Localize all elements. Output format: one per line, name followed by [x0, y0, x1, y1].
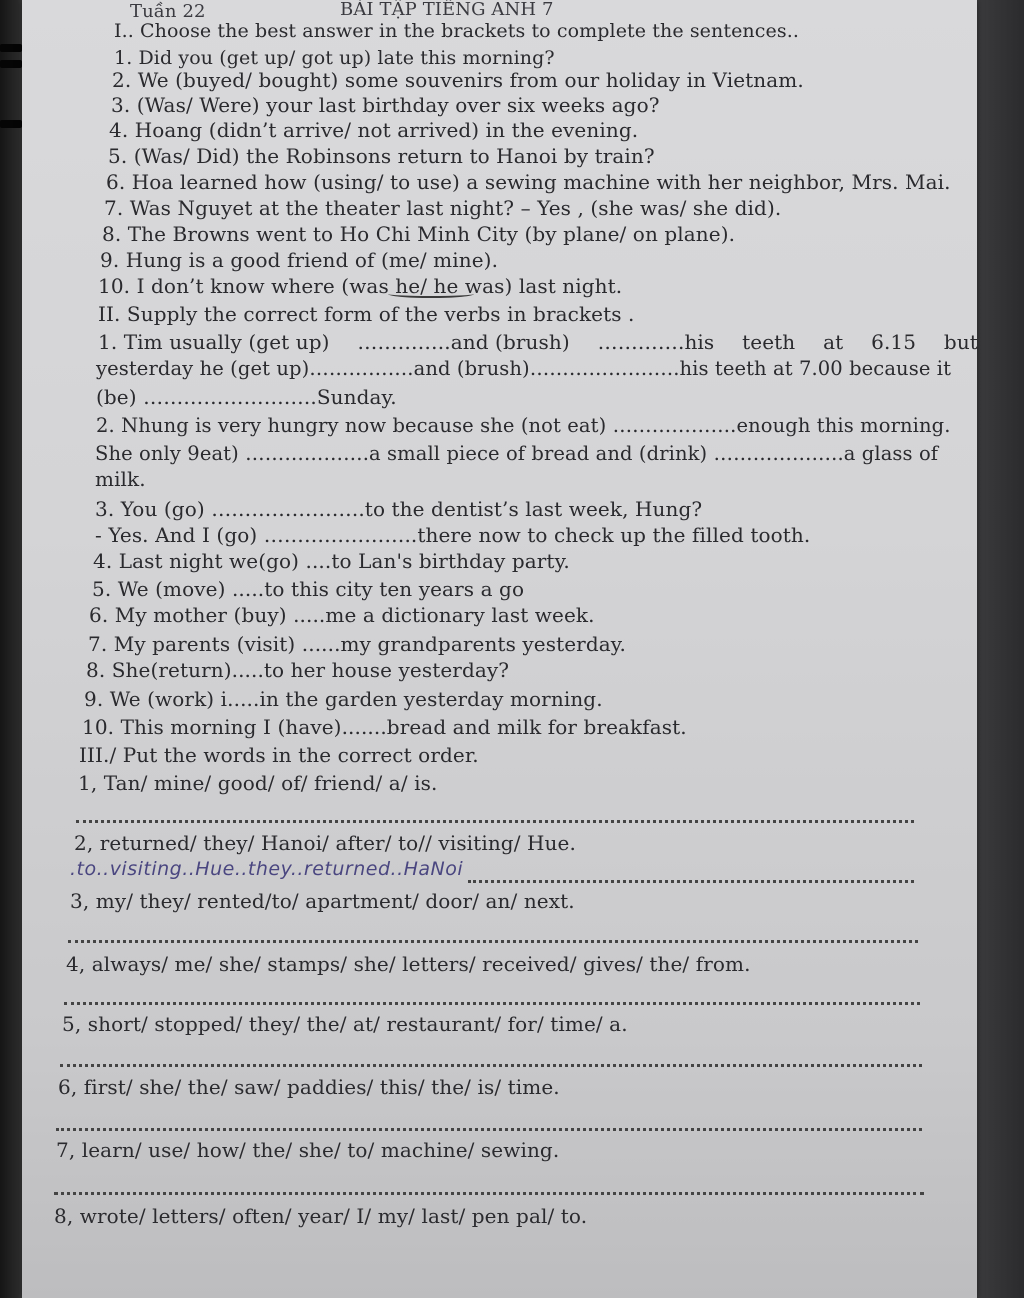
answer-line	[56, 1128, 922, 1131]
section2-item: 10. This morning I (have).......bread and milk for breakfast.	[82, 715, 687, 739]
section3-item: 5, short/ stopped/ they/ the/ at/ restaurant/ for/ time/ a.	[62, 1012, 628, 1036]
section2-item: 8. She(return).....to her house yesterday?	[86, 658, 510, 682]
section1-item: 2. We (buyed/ bought) some souvenirs from our holiday in Vietnam.	[112, 68, 804, 92]
text-segment: 6.15	[871, 330, 917, 354]
answer-line	[54, 1192, 924, 1195]
handwritten-answer: .to..visiting..Hue..they..returned..HaNoi	[70, 858, 464, 880]
worksheet-title: BÀI TẬP TIẾNG ANH 7	[340, 0, 554, 20]
worksheet-paper	[22, 0, 977, 1298]
answer-line	[76, 820, 914, 823]
binder-mark	[0, 120, 22, 128]
section3-item: 1, Tan/ mine/ good/ of/ friend/ a/ is.	[78, 771, 438, 795]
section1-item: 7. Was Nguyet at the theater last night? – Yes , (she was/ she did).	[104, 196, 782, 220]
binder-mark	[0, 60, 22, 68]
text-segment: teeth	[742, 330, 796, 354]
section1-item: 10. I don’t know where (was he/ he was) last night.	[98, 274, 623, 298]
section2-heading: II. Supply the correct form of the verbs in brackets .	[98, 302, 635, 326]
section1-item: 6. Hoa learned how (using/ to use) a sewing machine with her neighbor, Mrs. Mai.	[106, 170, 951, 194]
section3-item: 4, always/ me/ she/ stamps/ she/ letters/ received/ gives/ the/ from.	[66, 952, 751, 976]
section1-item: 8. The Browns went to Ho Chi Minh City (by plane/ on plane).	[102, 222, 736, 246]
background-edge	[977, 0, 1024, 1298]
section2-item: 7. My parents (visit) ......my grandparents yesterday.	[88, 632, 626, 656]
week-label: Tuần 22	[130, 1, 206, 22]
text-segment: but	[943, 330, 978, 354]
pen-underline	[388, 290, 474, 298]
text-segment: at	[823, 330, 844, 354]
section2-item2-line2: She only 9eat) ……………….a small piece of bread and (drink) ………………..a glass of	[95, 442, 939, 465]
answer-line	[64, 1002, 920, 1005]
binder-mark	[0, 44, 22, 52]
section3-heading: III./ Put the words in the correct order.	[79, 743, 479, 767]
text-segment: ………….his	[597, 330, 715, 354]
text-segment: 1. Tim usually (get up)	[98, 330, 330, 354]
answer-line	[60, 1064, 922, 1067]
section3-item: 7, learn/ use/ how/ the/ she/ to/ machine/ sewing.	[56, 1138, 560, 1162]
section1-item: 4. Hoang (didn’t arrive/ not arrived) in the evening.	[109, 118, 639, 142]
section2-item1-line1	[98, 330, 978, 354]
section2-item3-line1: 3. You (go) …………………..to the dentist’s last week, Hung?	[95, 497, 703, 521]
section3-item: 2, returned/ they/ Hanoi/ after/ to// visiting/ Hue.	[74, 831, 576, 855]
answer-line	[68, 940, 918, 943]
section1-item: 9. Hung is a good friend of (me/ mine).	[100, 248, 499, 272]
section2-item3-line2: - Yes. And I (go) …………………..there now to check up the filled tooth.	[95, 523, 811, 547]
section2-item1-line2: yesterday he (get up)…………….and (brush)…………………..his teeth at 7.00 because it	[96, 357, 952, 380]
section2-item2-line1: 2. Nhung is very hungry now because she (not eat) ……………….enough this morning.	[96, 414, 951, 437]
section3-item: 8, wrote/ letters/ often/ year/ I/ my/ last/ pen pal/ to.	[54, 1204, 588, 1228]
section3-item: 6, first/ she/ the/ saw/ paddies/ this/ the/ is/ time.	[58, 1075, 560, 1099]
section2-item2-line3: milk.	[95, 467, 146, 491]
section1-item: 3. (Was/ Were) your last birthday over six weeks ago?	[111, 93, 660, 117]
section1-item: 5. (Was/ Did) the Robinsons return to Hanoi by train?	[108, 144, 655, 168]
section2-item: 5. We (move) .....to this city ten years a go	[92, 577, 525, 601]
section1-item: 1. Did you (get up/ got up) late this morning?	[114, 47, 555, 69]
answer-line	[468, 880, 914, 883]
section2-item1-line3: (be) ……………………..Sunday.	[96, 385, 397, 409]
section2-item: 6. My mother (buy) .....me a dictionary last week.	[89, 603, 595, 627]
text-segment: …………..and (brush)	[357, 330, 570, 354]
section2-item: 4. Last night we(go) ....to Lan's birthday party.	[93, 549, 570, 573]
section1-heading: I.. Choose the best answer in the brackets to complete the sentences..	[114, 20, 799, 42]
section3-item: 3, my/ they/ rented/to/ apartment/ door/ an/ next.	[70, 889, 575, 913]
section2-item: 9. We (work) i.....in the garden yesterday morning.	[84, 687, 603, 711]
